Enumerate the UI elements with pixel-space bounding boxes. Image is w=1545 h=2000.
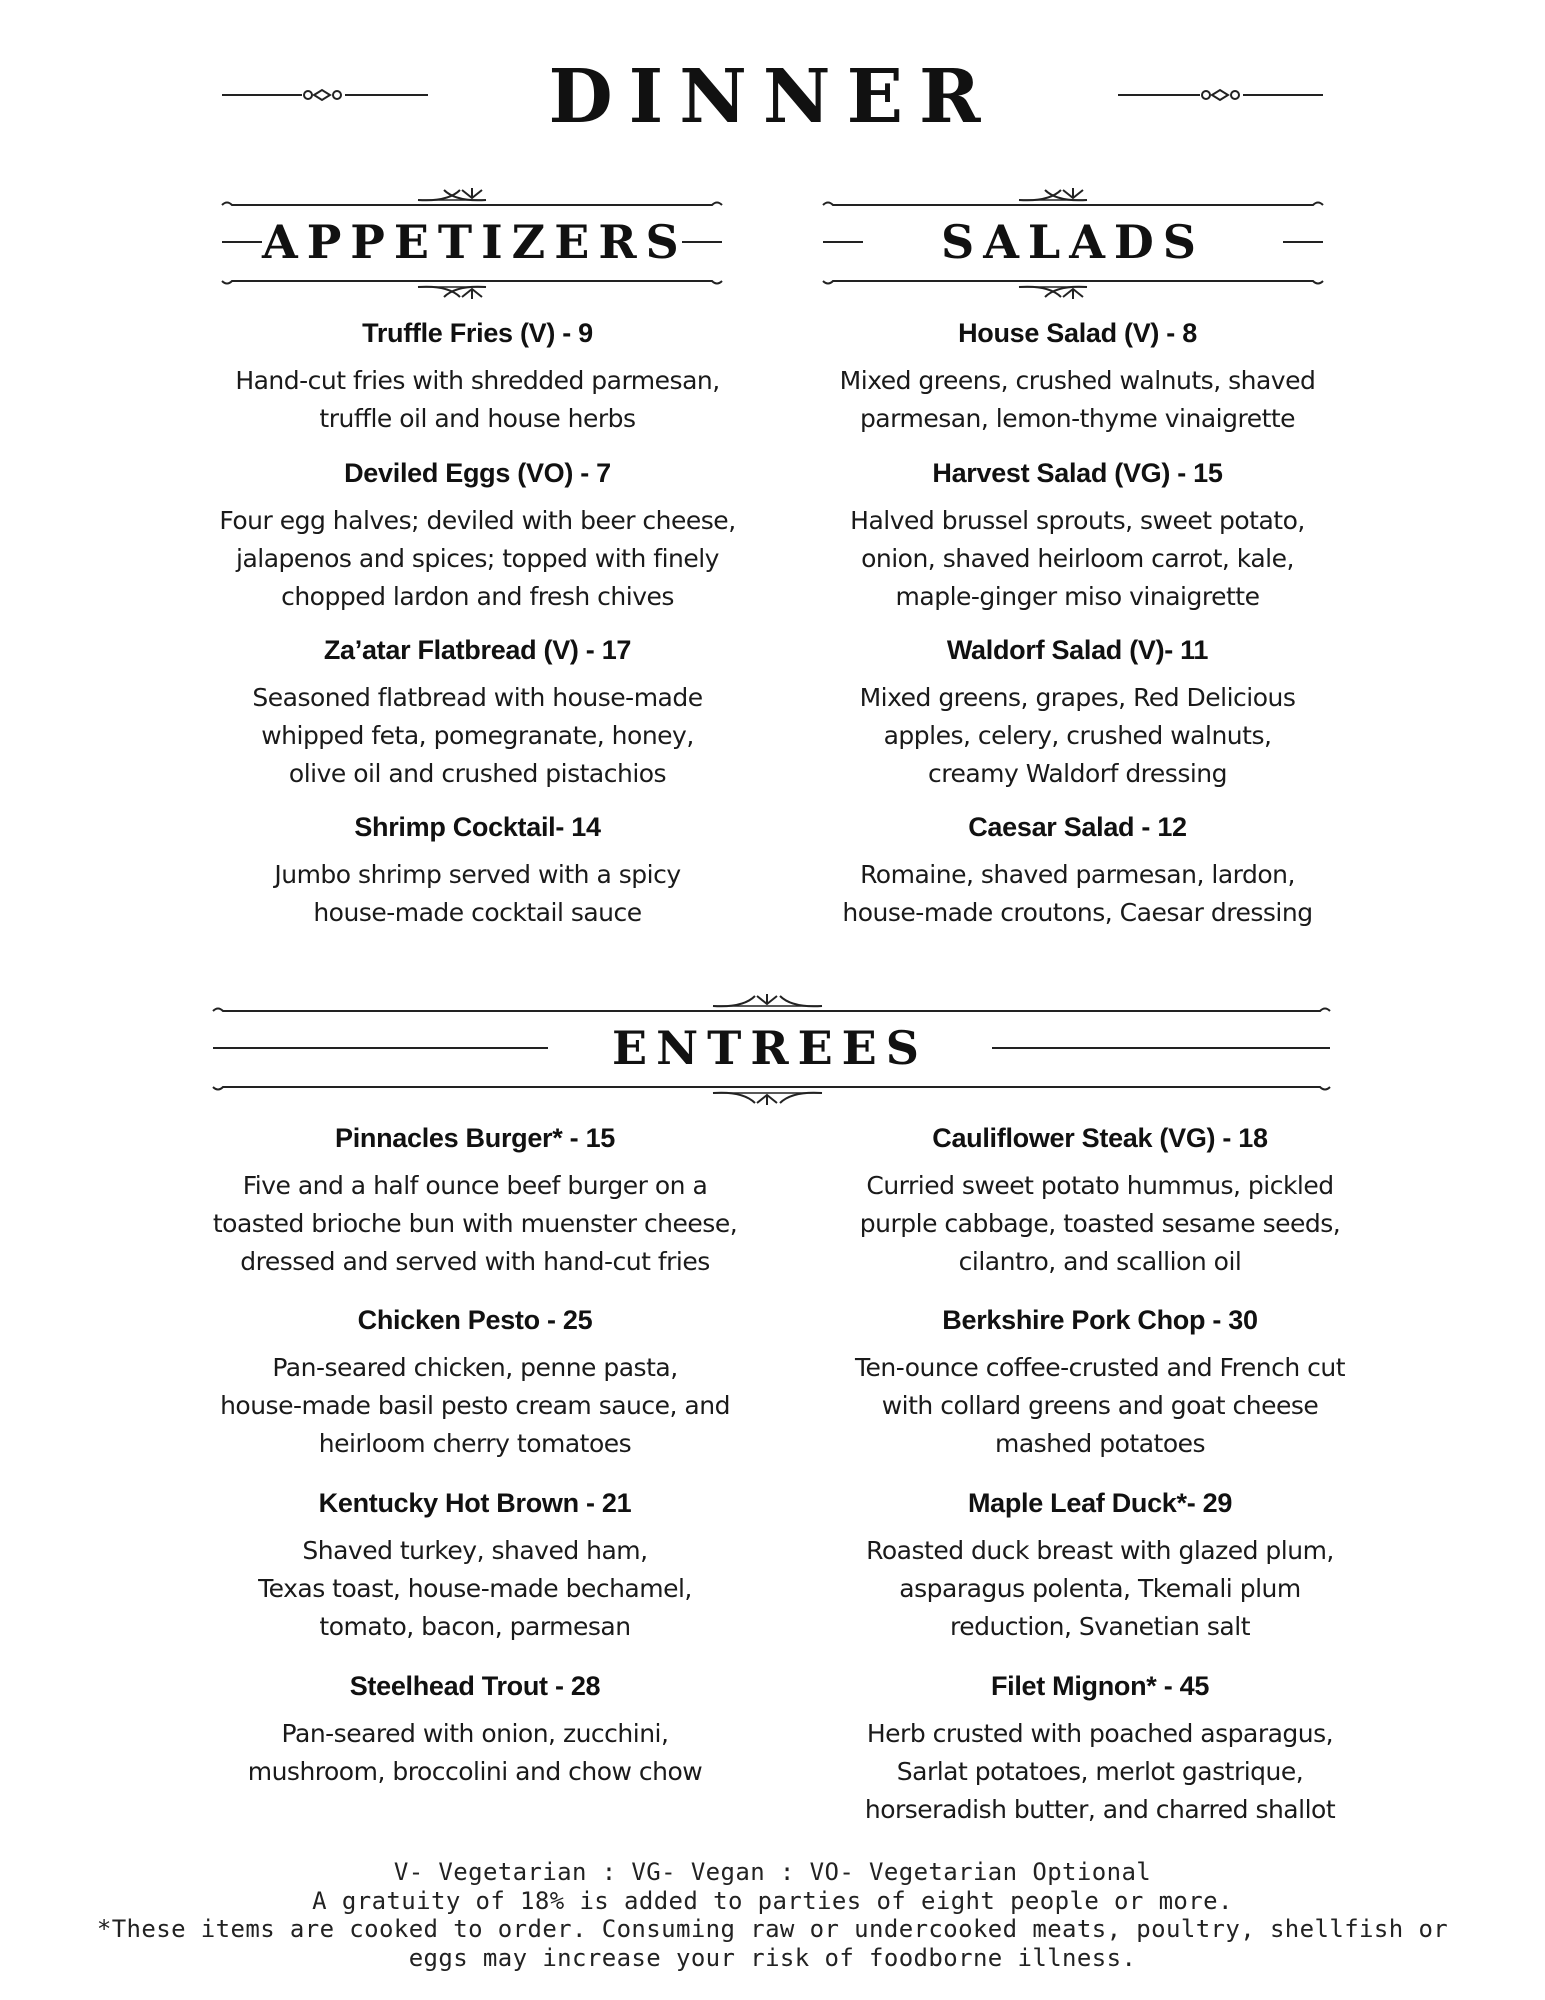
item-description-line: Halved brussel sprouts, sweet potato, [850,506,1305,535]
item-name: House Salad (V) - 8 [958,318,1197,348]
diet-legend: V- Vegetarian : VG- Vegan : VO- Vegetarian Optional [393,1858,1152,1886]
item-description [200,1532,750,1646]
item-description-line: Roasted duck breast with glazed plum, [866,1536,1334,1565]
item-description [810,679,1345,793]
item-description-line: Mixed greens, crushed walnuts, shaved [839,366,1316,395]
entrees-left-list [200,1121,750,1791]
entrees-heading: ENTREES [612,1021,928,1075]
item-name: Chicken Pesto - 25 [357,1305,593,1335]
item-description-line: toasted brioche bun with muenster cheese, [212,1209,738,1238]
menu-footer [0,1858,1545,1972]
item-description-line: Curried sweet potato hummus, pickled [866,1171,1334,1200]
item-description-line: Mixed greens, grapes, Red Delicious [859,683,1296,712]
item-description-line: parmesan, lemon-thyme vinaigrette [859,404,1296,433]
item-description-line: reduction, Svanetian salt [949,1612,1250,1641]
item-name: Za’atar Flatbread (V) - 17 [323,635,632,665]
menu-item [200,1669,750,1791]
item-description [810,362,1345,438]
item-description [210,856,745,932]
menu-item [200,1303,750,1486]
item-description-line: Hand-cut fries with shredded parmesan, [235,366,720,395]
item-description [810,856,1345,932]
item-description-line: heirloom cherry tomatoes [318,1429,632,1458]
item-name: Pinnacles Burger* - 15 [334,1123,615,1153]
item-description-line: Herb crusted with poached asparagus, [866,1719,1334,1748]
item-description-line: jalapenos and spices; topped with finely [236,544,719,573]
item-description-line: Jumbo shrimp served with a spicy [274,860,681,889]
item-description [825,1349,1375,1463]
menu-item [810,810,1345,932]
item-description-line: Four egg halves; deviled with beer cheese, [219,506,736,535]
item-name: Caesar Salad - 12 [968,812,1187,842]
item-name: Waldorf Salad (V)- 11 [946,635,1209,665]
item-description-line: Texas toast, house-made bechamel, [258,1574,692,1603]
item-description [200,1349,750,1463]
item-description-line: Ten-ounce coffee-crusted and French cut [854,1353,1346,1382]
item-description-line: Sarlat potatoes, merlot gastrique, [896,1757,1304,1786]
item-name: Berkshire Pork Chop - 30 [942,1305,1258,1335]
item-description-line: truffle oil and house herbs [319,404,636,433]
item-description [210,502,745,616]
item-description-line: asparagus polenta, Tkemali plum [899,1574,1301,1603]
item-description-line: house-made croutons, Caesar dressing [842,898,1313,927]
item-description-line: Shaved turkey, shaved ham, [302,1536,648,1565]
item-description-line: purple cabbage, toasted sesame seeds, [859,1209,1341,1238]
item-description-line: creamy Waldorf dressing [927,759,1228,788]
salads-heading: SALADS [940,215,1206,269]
item-description-line: whipped feta, pomegranate, honey, [261,721,694,750]
menu-item [825,1303,1375,1486]
item-description [825,1167,1375,1281]
menu-item [210,810,745,932]
appetizers-heading: APPETIZERS [262,215,688,269]
item-name: Filet Mignon* - 45 [990,1671,1210,1701]
menu-item [825,1121,1375,1303]
item-description [210,679,745,793]
menu-title: DINNER [548,54,997,140]
menu-item [200,1121,750,1303]
item-description [200,1167,750,1281]
item-description [825,1715,1375,1829]
menu-item [210,633,745,810]
item-name: Kentucky Hot Brown - 21 [318,1488,632,1518]
menu-item [825,1669,1375,1829]
item-description-line: chopped lardon and fresh chives [281,582,674,611]
menu-item [210,456,745,633]
menu-item [810,316,1345,456]
item-description [825,1532,1375,1646]
item-description-line: onion, shaved heirloom carrot, kale, [861,544,1294,573]
menu-item [810,456,1345,633]
menu-item [210,316,745,456]
item-name: Deviled Eggs (VO) - 7 [344,458,611,488]
menu-item [825,1486,1375,1669]
item-description-line: house-made basil pesto cream sauce, and [220,1391,730,1420]
item-description-line: Seasoned flatbread with house-made [252,683,703,712]
item-description-line: horseradish butter, and charred shallot [864,1795,1336,1824]
item-description-line: olive oil and crushed pistachios [288,759,667,788]
item-description-line: Pan-seared chicken, penne pasta, [272,1353,678,1382]
item-description-line: mashed potatoes [994,1429,1206,1458]
item-description-line: apples, celery, crushed walnuts, [883,721,1272,750]
consumption-warning-line2: eggs may increase your risk of foodborne illness. [408,1943,1137,1972]
menu-item [200,1486,750,1669]
item-name: Maple Leaf Duck*- 29 [967,1488,1233,1518]
item-description-line: Pan-seared with onion, zucchini, [281,1719,669,1748]
item-description-line: tomato, bacon, parmesan [319,1612,631,1641]
item-description [200,1715,750,1791]
item-description-line: maple-ginger miso vinaigrette [895,582,1260,611]
item-name: Shrimp Cocktail- 14 [354,812,601,842]
item-description-line: with collard greens and goat cheese [881,1391,1319,1420]
item-name: Harvest Salad (VG) - 15 [932,458,1223,488]
item-name: Truffle Fries (V) - 9 [362,318,593,348]
gratuity-note: A gratuity of 18% is added to parties of eight people or more. [312,1886,1233,1915]
entrees-right-list [825,1121,1375,1829]
consumption-warning-line1: *These items are cooked to order. Consuming raw or undercooked meats, poultry, shellfish or [96,1915,1449,1943]
item-description-line: cilantro, and scallion oil [958,1247,1242,1276]
menu-item [810,633,1345,810]
item-name: Steelhead Trout - 28 [349,1671,601,1701]
item-description [810,502,1345,616]
salads-list [810,316,1345,932]
item-name: Cauliflower Steak (VG) - 18 [932,1123,1268,1153]
item-description-line: dressed and served with hand-cut fries [240,1247,710,1276]
item-description-line: house-made cocktail sauce [313,898,642,927]
appetizers-list [210,316,745,932]
item-description [210,362,745,438]
item-description-line: Romaine, shaved parmesan, lardon, [860,860,1295,889]
item-description-line: mushroom, broccolini and chow chow [247,1757,703,1786]
item-description-line: Five and a half ounce beef burger on a [242,1171,708,1200]
